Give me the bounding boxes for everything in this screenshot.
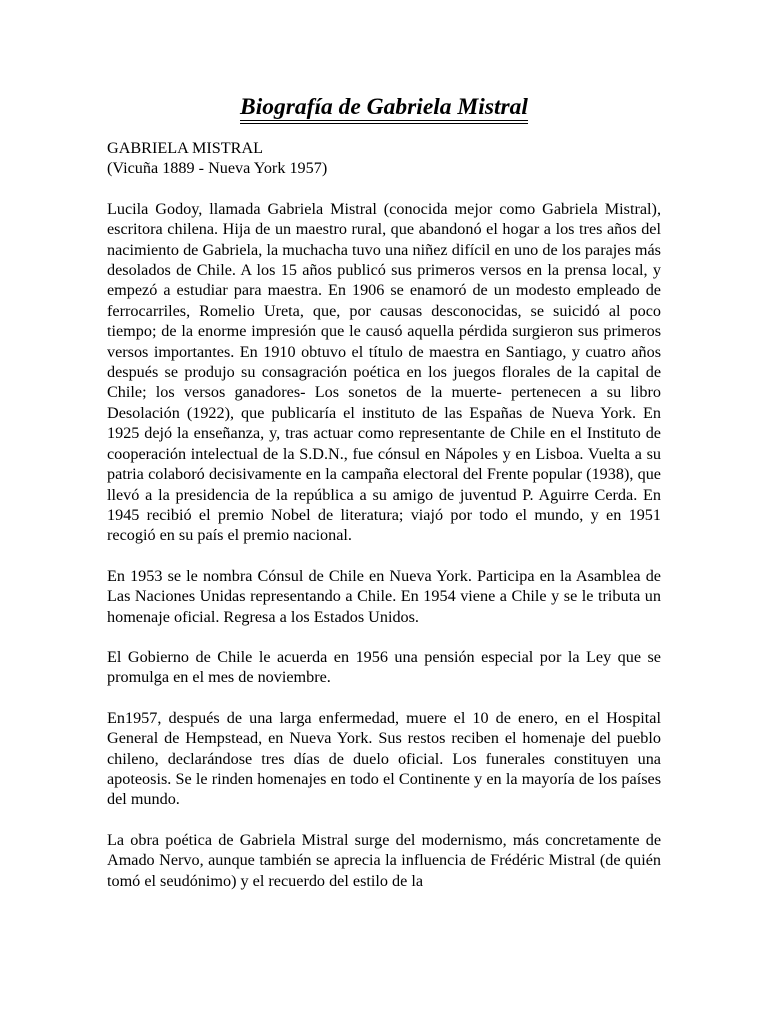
biography-paragraph: La obra poética de Gabriela Mistral surge del modernismo, más concretamente de Amado Nervo, aunque también se aprecia la influencia de Frédéric Mistral (de quién tomó el seudónimo) y el recuerdo del estilo de la (107, 830, 661, 890)
biography-paragraph: En 1953 se le nombra Cónsul de Chile en Nueva York. Participa en la Asamblea de Las Naciones Unidas representando a Chile. En 1954 viene a Chile y se le tributa un homenaje oficial. Regresa a los Estados Unidos. (107, 566, 661, 626)
author-heading (107, 138, 661, 179)
document-title-text: Biografía de Gabriela Mistral (240, 94, 528, 120)
biography-paragraph: En1957, después de una larga enfermedad, muere el 10 de enero, en el Hospital General de Hempstead, en Nueva York. Sus restos reciben el homenaje del pueblo chileno, declarándose tres días de duelo oficial. Los funerales constituyen una apoteosis. Se le rinden homenajes en todo el Continente y en la mayoría de los países del mundo. (107, 708, 661, 809)
author-life-span: (Vicuña 1889 - Nueva York 1957) (107, 159, 328, 178)
document-title (107, 88, 661, 126)
biography-paragraph: El Gobierno de Chile le acuerda en 1956 una pensión especial por la Ley que se promulga en el mes de noviembre. (107, 647, 661, 687)
biography-paragraph: Lucila Godoy, llamada Gabriela Mistral (conocida mejor como Gabriela Mistral), escritora chilena. Hija de un maestro rural, que abandonó el hogar a los tres años del nacimiento de Gabriela, la muchacha tuvo una niñez difícil en uno de los parajes más desolados de Chile. A los 15 años publicó sus primeros versos en la prensa local, y empezó a estudiar para maestra. En 1906 se enamoró de un modesto empleado de ferrocarriles, Romelio Ureta, que, por causas desconocidas, se suicidó al poco tiempo; de la enorme impresión que le causó aquella pérdida surgieron sus primeros versos importantes. En 1910 obtuvo el título de maestra en Santiago, y cuatro años después se produjo su consagración poética en los juegos florales de la capital de Chile; los versos ganadores- Los sonetos de la muerte- pertenecen a su libro Desolación (1922), que publicaría el instituto de las Españas de Nueva York. En 1925 dejó la enseñanza, y, tras actuar como representante de Chile en el Instituto de cooperación intelectual de la S.D.N., fue cónsul en Nápoles y en Lisboa. Vuelta a su patria colaboró decisivamente en la campaña electoral del Frente popular (1938), que llevó a la presidencia de la república a su amigo de juventud P. Aguirre Cerda. En 1945 recibió el premio Nobel de literatura; viajó por todo el mundo, y en 1951 recogió en su país el premio nacional. (107, 199, 661, 545)
author-name: GABRIELA MISTRAL (107, 139, 264, 157)
document-page (107, 88, 661, 911)
